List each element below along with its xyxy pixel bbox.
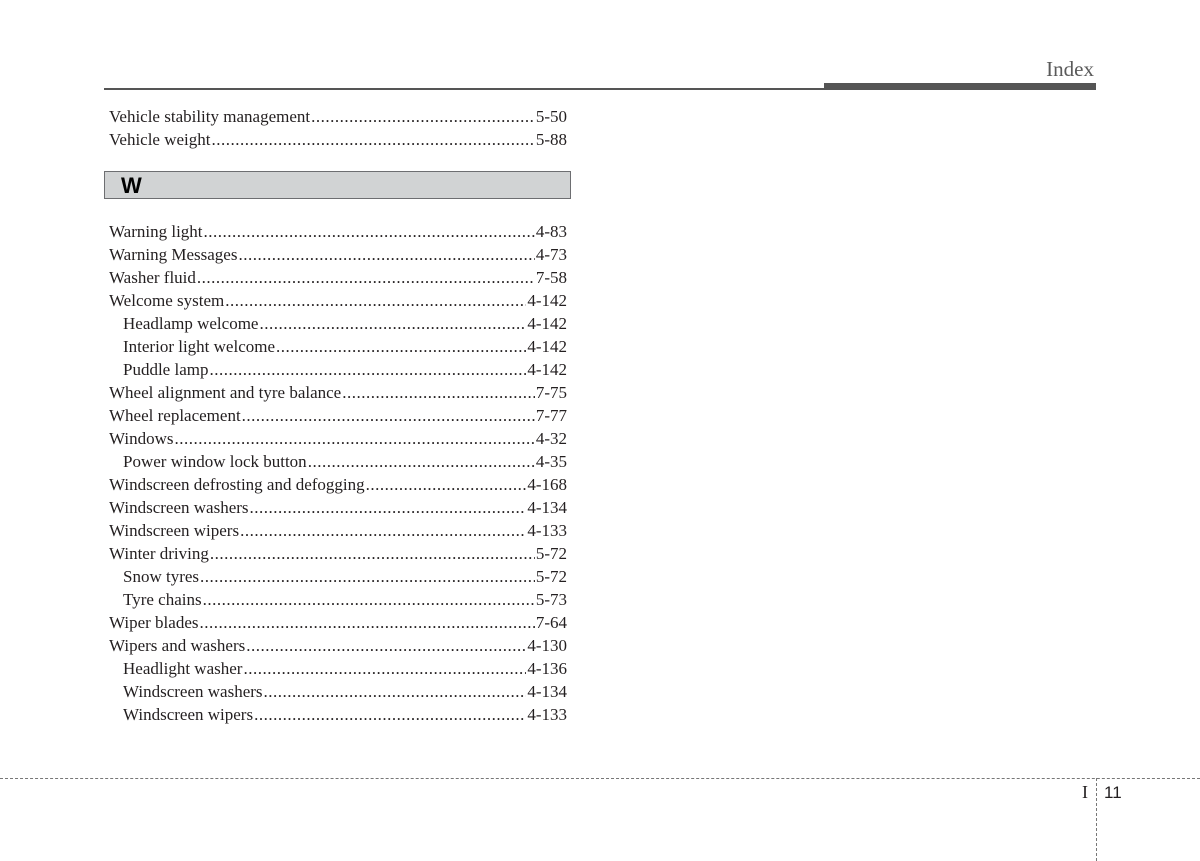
dot-leader: [203, 588, 535, 611]
index-entry: [109, 266, 567, 289]
entry-label: Interior light welcome: [123, 337, 276, 356]
index-entry: [109, 335, 567, 358]
index-entries-w: [109, 220, 567, 726]
dot-leader: [264, 680, 527, 703]
entry-label: Warning Messages: [109, 245, 238, 264]
entry-label: Windscreen washers: [109, 498, 249, 517]
section-letter-box: [104, 171, 571, 199]
entry-page-ref: 5-73: [535, 590, 567, 609]
entry-label: Power window lock button: [123, 452, 307, 471]
dot-leader: [225, 289, 526, 312]
dot-leader: [200, 565, 535, 588]
header-rule-thin: [104, 88, 824, 90]
dot-leader: [308, 450, 535, 473]
dot-leader: [250, 496, 527, 519]
index-entry: [109, 381, 567, 404]
index-entry: [109, 657, 567, 680]
index-entry: [109, 450, 567, 473]
entry-page-ref: 5-72: [535, 567, 567, 586]
index-entry: [109, 404, 567, 427]
entry-label: Headlamp welcome: [123, 314, 259, 333]
index-entry: [109, 703, 567, 726]
index-entry: [109, 519, 567, 542]
index-entry: [109, 565, 567, 588]
entry-page-ref: 4-168: [527, 475, 567, 494]
dot-leader: [212, 128, 535, 151]
entry-page-ref: 4-134: [527, 682, 567, 701]
entry-label: Vehicle weight: [109, 130, 211, 149]
entry-page-ref: 7-77: [535, 406, 567, 425]
entry-label: Wipers and washers: [109, 636, 246, 655]
dot-leader: [243, 657, 526, 680]
index-entry: [109, 542, 567, 565]
entry-page-ref: 4-133: [527, 521, 567, 540]
index-entry: [109, 634, 567, 657]
footer-page-number: 11: [1104, 783, 1122, 802]
entry-page-ref: 4-142: [527, 337, 567, 356]
entry-page-ref: 5-88: [535, 130, 567, 149]
index-entry: [109, 243, 567, 266]
index-entry: [109, 128, 567, 151]
dot-leader: [209, 358, 526, 381]
entry-page-ref: 4-142: [527, 360, 567, 379]
dot-leader: [254, 703, 526, 726]
entry-page-ref: 5-50: [535, 107, 567, 126]
index-entry: [109, 496, 567, 519]
entry-page-ref: 4-35: [535, 452, 567, 471]
entry-page-ref: 7-64: [535, 613, 567, 632]
entry-label: Vehicle stability management: [109, 107, 311, 126]
index-entry: [109, 289, 567, 312]
dot-leader: [204, 220, 535, 243]
index-entry: [109, 358, 567, 381]
footer-dashed-rule: [0, 778, 1200, 779]
dot-leader: [238, 243, 534, 266]
entry-page-ref: 4-133: [527, 705, 567, 724]
dot-leader: [210, 542, 535, 565]
entry-label: Puddle lamp: [123, 360, 209, 379]
entry-label: Windscreen washers: [123, 682, 263, 701]
entry-page-ref: 4-136: [527, 659, 567, 678]
entry-page-ref: 4-130: [527, 636, 567, 655]
section-letter: W: [121, 173, 142, 198]
index-entries-v: [109, 105, 567, 151]
entry-page-ref: 4-134: [527, 498, 567, 517]
dot-leader: [197, 266, 535, 289]
entry-label: Windscreen defrosting and defogging: [109, 475, 365, 494]
index-entry: [109, 220, 567, 243]
entry-label: Wiper blades: [109, 613, 199, 632]
entry-page-ref: 4-83: [535, 222, 567, 241]
dot-leader: [311, 105, 535, 128]
dot-leader: [242, 404, 535, 427]
footer-section-letter: I: [1082, 782, 1088, 802]
entry-label: Warning light: [109, 222, 203, 241]
entry-label: Winter driving: [109, 544, 209, 563]
entry-page-ref: 7-75: [535, 383, 567, 402]
dot-leader: [240, 519, 526, 542]
entry-page-ref: 4-142: [527, 291, 567, 310]
entry-label: Snow tyres: [123, 567, 200, 586]
page-header-title: Index: [1046, 57, 1094, 81]
index-entry: [109, 680, 567, 703]
dot-leader: [366, 473, 527, 496]
entry-label: Windows: [109, 429, 174, 448]
dot-leader: [174, 427, 534, 450]
header-rule-thick: [824, 83, 1096, 90]
entry-label: Headlight washer: [123, 659, 243, 678]
dot-leader: [199, 611, 534, 634]
dot-leader: [276, 335, 526, 358]
footer-dashed-divider: [1096, 778, 1097, 861]
dot-leader: [259, 312, 526, 335]
entry-page-ref: 4-142: [527, 314, 567, 333]
index-entry: [109, 473, 567, 496]
index-entry: [109, 105, 567, 128]
entry-label: Washer fluid: [109, 268, 196, 287]
index-entry: [109, 588, 567, 611]
entry-page-ref: 4-32: [535, 429, 567, 448]
index-entry: [109, 611, 567, 634]
entry-label: Tyre chains: [123, 590, 202, 609]
entry-page-ref: 5-72: [535, 544, 567, 563]
dot-leader: [342, 381, 535, 404]
index-entry: [109, 427, 567, 450]
entry-label: Welcome system: [109, 291, 225, 310]
entry-page-ref: 7-58: [535, 268, 567, 287]
entry-label: Windscreen wipers: [109, 521, 240, 540]
entry-label: Wheel replacement: [109, 406, 241, 425]
index-entry: [109, 312, 567, 335]
entry-label: Wheel alignment and tyre balance: [109, 383, 342, 402]
entry-label: Windscreen wipers: [123, 705, 254, 724]
entry-page-ref: 4-73: [535, 245, 567, 264]
dot-leader: [246, 634, 526, 657]
